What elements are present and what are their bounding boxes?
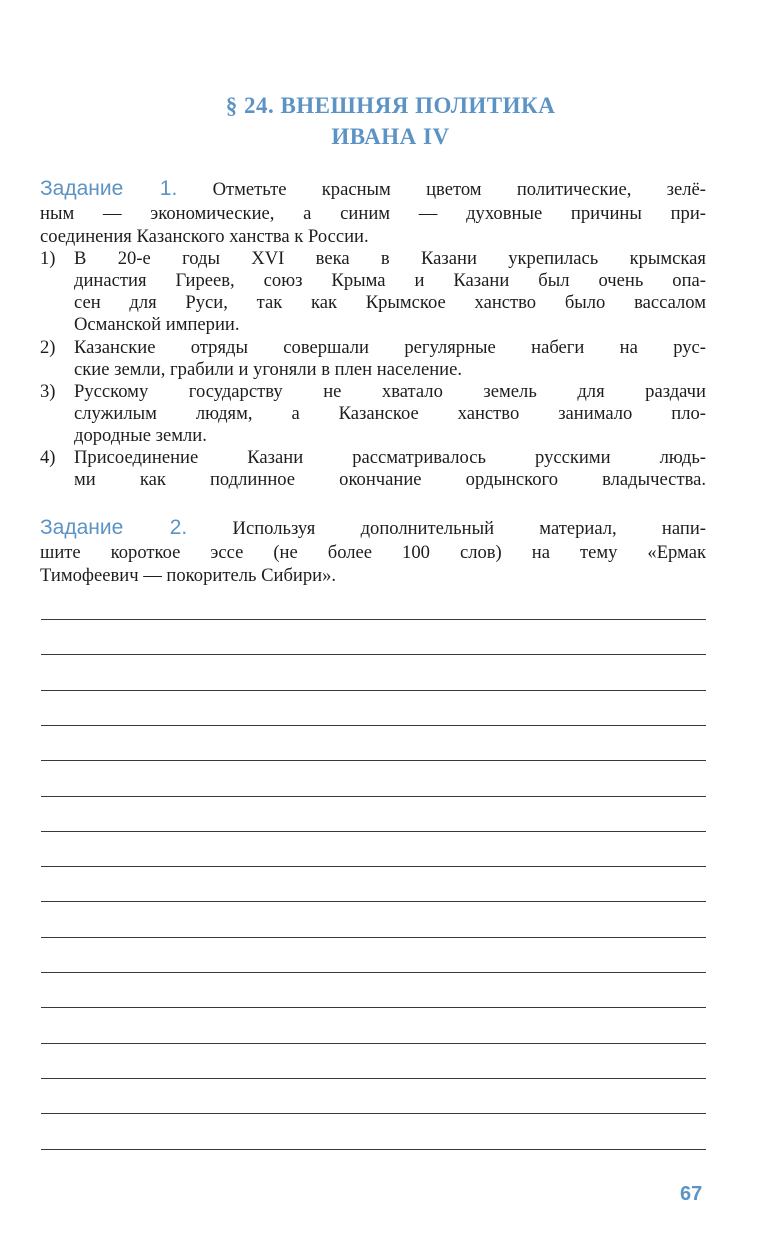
task1-item-2-line-1: Казанские отряды совершали регулярные набеги на рус- — [74, 337, 706, 358]
task1-intro-line-3: соединения Казанского ханства к России. — [40, 226, 369, 247]
writing-line[interactable] — [41, 690, 706, 691]
writing-line[interactable] — [41, 796, 706, 797]
writing-line[interactable] — [41, 1007, 706, 1008]
task1-label: Задание 1. — [40, 177, 178, 200]
task1-item-1-line-2: династия Гиреев, союз Крыма и Казани был очень опа- — [74, 270, 706, 291]
task1-intro-text-1: Отметьте красным цветом политические, зелё- — [212, 179, 706, 200]
writing-line[interactable] — [41, 1113, 706, 1114]
task1-item-3-number: 3) — [40, 381, 56, 402]
writing-line[interactable] — [41, 831, 706, 832]
task1-item-1-line-1: В 20-е годы XVI века в Казани укрепилась крымская — [74, 248, 706, 269]
task1-item-4-line-2: ми как подлинное окончание ордынского владычества. — [74, 469, 706, 490]
writing-line[interactable] — [41, 866, 706, 867]
task1-item-1-line-3: сен для Руси, так как Крымское ханство было вассалом — [74, 292, 706, 313]
task1-item-3-line-3: дородные земли. — [74, 425, 207, 446]
writing-line[interactable] — [41, 1043, 706, 1044]
task2-intro-text-1: Используя дополнительный материал, напи- — [232, 518, 706, 539]
writing-line[interactable] — [41, 1078, 706, 1079]
section-title-line-1: § 24. ВНЕШНЯЯ ПОЛИТИКА — [225, 93, 556, 118]
writing-line[interactable] — [41, 654, 706, 655]
task1-intro-line-2: ным — экономические, а синим — духовные причины при- — [40, 203, 706, 224]
task1-item-4-line-1: Присоединение Казани рассматривалось русскими людь- — [74, 447, 706, 468]
task2-label: Задание 2. — [40, 516, 188, 539]
task2-intro-line-2: шите короткое эссе (не более 100 слов) на тему «Ермак — [40, 542, 706, 563]
writing-line[interactable] — [41, 901, 706, 902]
writing-line[interactable] — [41, 619, 706, 620]
task1-item-2-line-2: ские земли, грабили и угоняли в плен население. — [74, 359, 463, 380]
writing-line[interactable] — [41, 760, 706, 761]
task1-item-1-line-4: Османской империи. — [74, 314, 240, 335]
task1-item-2-number: 2) — [40, 337, 56, 358]
task1-item-4-number: 4) — [40, 447, 56, 468]
page-number: 67 — [680, 1183, 703, 1205]
task2-intro-line-3: Тимофеевич — покоритель Сибири». — [40, 565, 337, 586]
task1-item-3-line-2: служилым людям, а Казанское ханство занимало пло- — [74, 403, 706, 424]
task2-intro-line-1 — [40, 517, 706, 539]
writing-line[interactable] — [41, 937, 706, 938]
task1-item-3-line-1: Русскому государству не хватало земель для раздачи — [74, 381, 706, 402]
writing-line[interactable] — [41, 972, 706, 973]
section-title-line-2: ИВАНА IV — [331, 124, 450, 149]
writing-line[interactable] — [41, 1149, 706, 1150]
task1-intro-line-1 — [40, 178, 706, 200]
writing-line[interactable] — [41, 725, 706, 726]
task1-item-1-number: 1) — [40, 248, 56, 269]
